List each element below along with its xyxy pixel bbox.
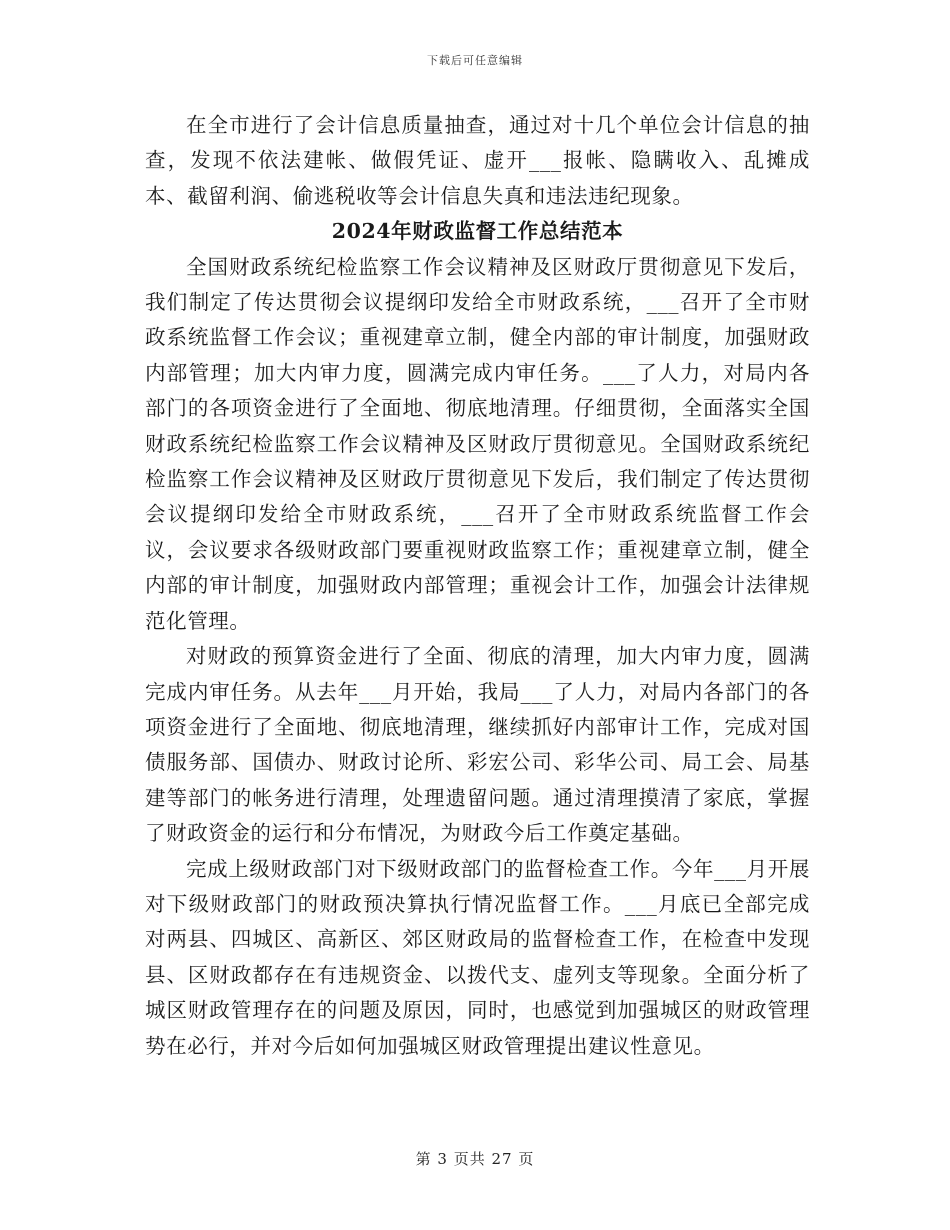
document-body	[145, 108, 810, 1064]
body-paragraph-2: 对财政的预算资金进行了全面、彻底的清理，加大内审力度，圆满完成内审任务。从去年___月开始，我局___了人力，对局内各部门的各项资金进行了全面地、彻底地清理，继续抓好内部审计工作，完成对国债服务部、国债办、财政讨论所、彩宏公司、彩华公司、局工会、局基建等部门的帐务进行清理，处理遗留问题。通过清理摸清了家底，掌握了财政资金的运行和分布情况，为财政今后工作奠定基础。	[145, 644, 810, 846]
document-title: 2024年财政监督工作总结范本	[331, 219, 624, 244]
body-paragraph-3: 完成上级财政部门对下级财政部门的监督检查工作。今年___月开展对下级财政部门的财政预决算执行情况监督工作。___月底已全部完成对两县、四城区、高新区、郊区财政局的监督检查工作，在检查中发现县、区财政都存在有违规资金、以拨代支、虚列支等现象。全面分析了城区财政管理存在的问题及原因，同时，也感觉到加强城区的财政管理势在必行，并对今后如何加强城区财政管理提出建议性意见。	[145, 856, 810, 1058]
page-number-footer: 第 3 页共 27 页	[415, 1150, 535, 1168]
body-paragraph-1: 全国财政系统纪检监察工作会议精神及区财政厅贯彻意见下发后，我们制定了传达贯彻会议提纲印发给全市财政系统，___召开了全市财政系统监督工作会议；重视建章立制，健全内部的审计制度，加强财政内部管理；加大内审力度，圆满完成内审任务。___了人力，对局内各部门的各项资金进行了全面地、彻底地清理。仔细贯彻，全面落实全国财政系统纪检监察工作会议精神及区财政厅贯彻意见。全国财政系统纪检监察工作会议精神及区财政厅贯彻意见下发后，我们制定了传达贯彻会议提纲印发给全市财政系统，___召开了全市财政系统监督工作会议，会议要求各级财政部门要重视财政监察工作；重视建章立制，健全内部的审计制度，加强财政内部管理；重视会计工作，加强会计法律规范化管理。	[145, 254, 810, 633]
page-header-note: 下载后可任意编辑	[427, 54, 523, 67]
intro-paragraph: 在全市进行了会计信息质量抽查，通过对十几个单位会计信息的抽查，发现不依法建帐、做假凭证、虚开___报帐、隐瞒收入、乱摊成本、截留利润、偷逃税收等会计信息失真和违法违纪现象。	[145, 113, 810, 208]
